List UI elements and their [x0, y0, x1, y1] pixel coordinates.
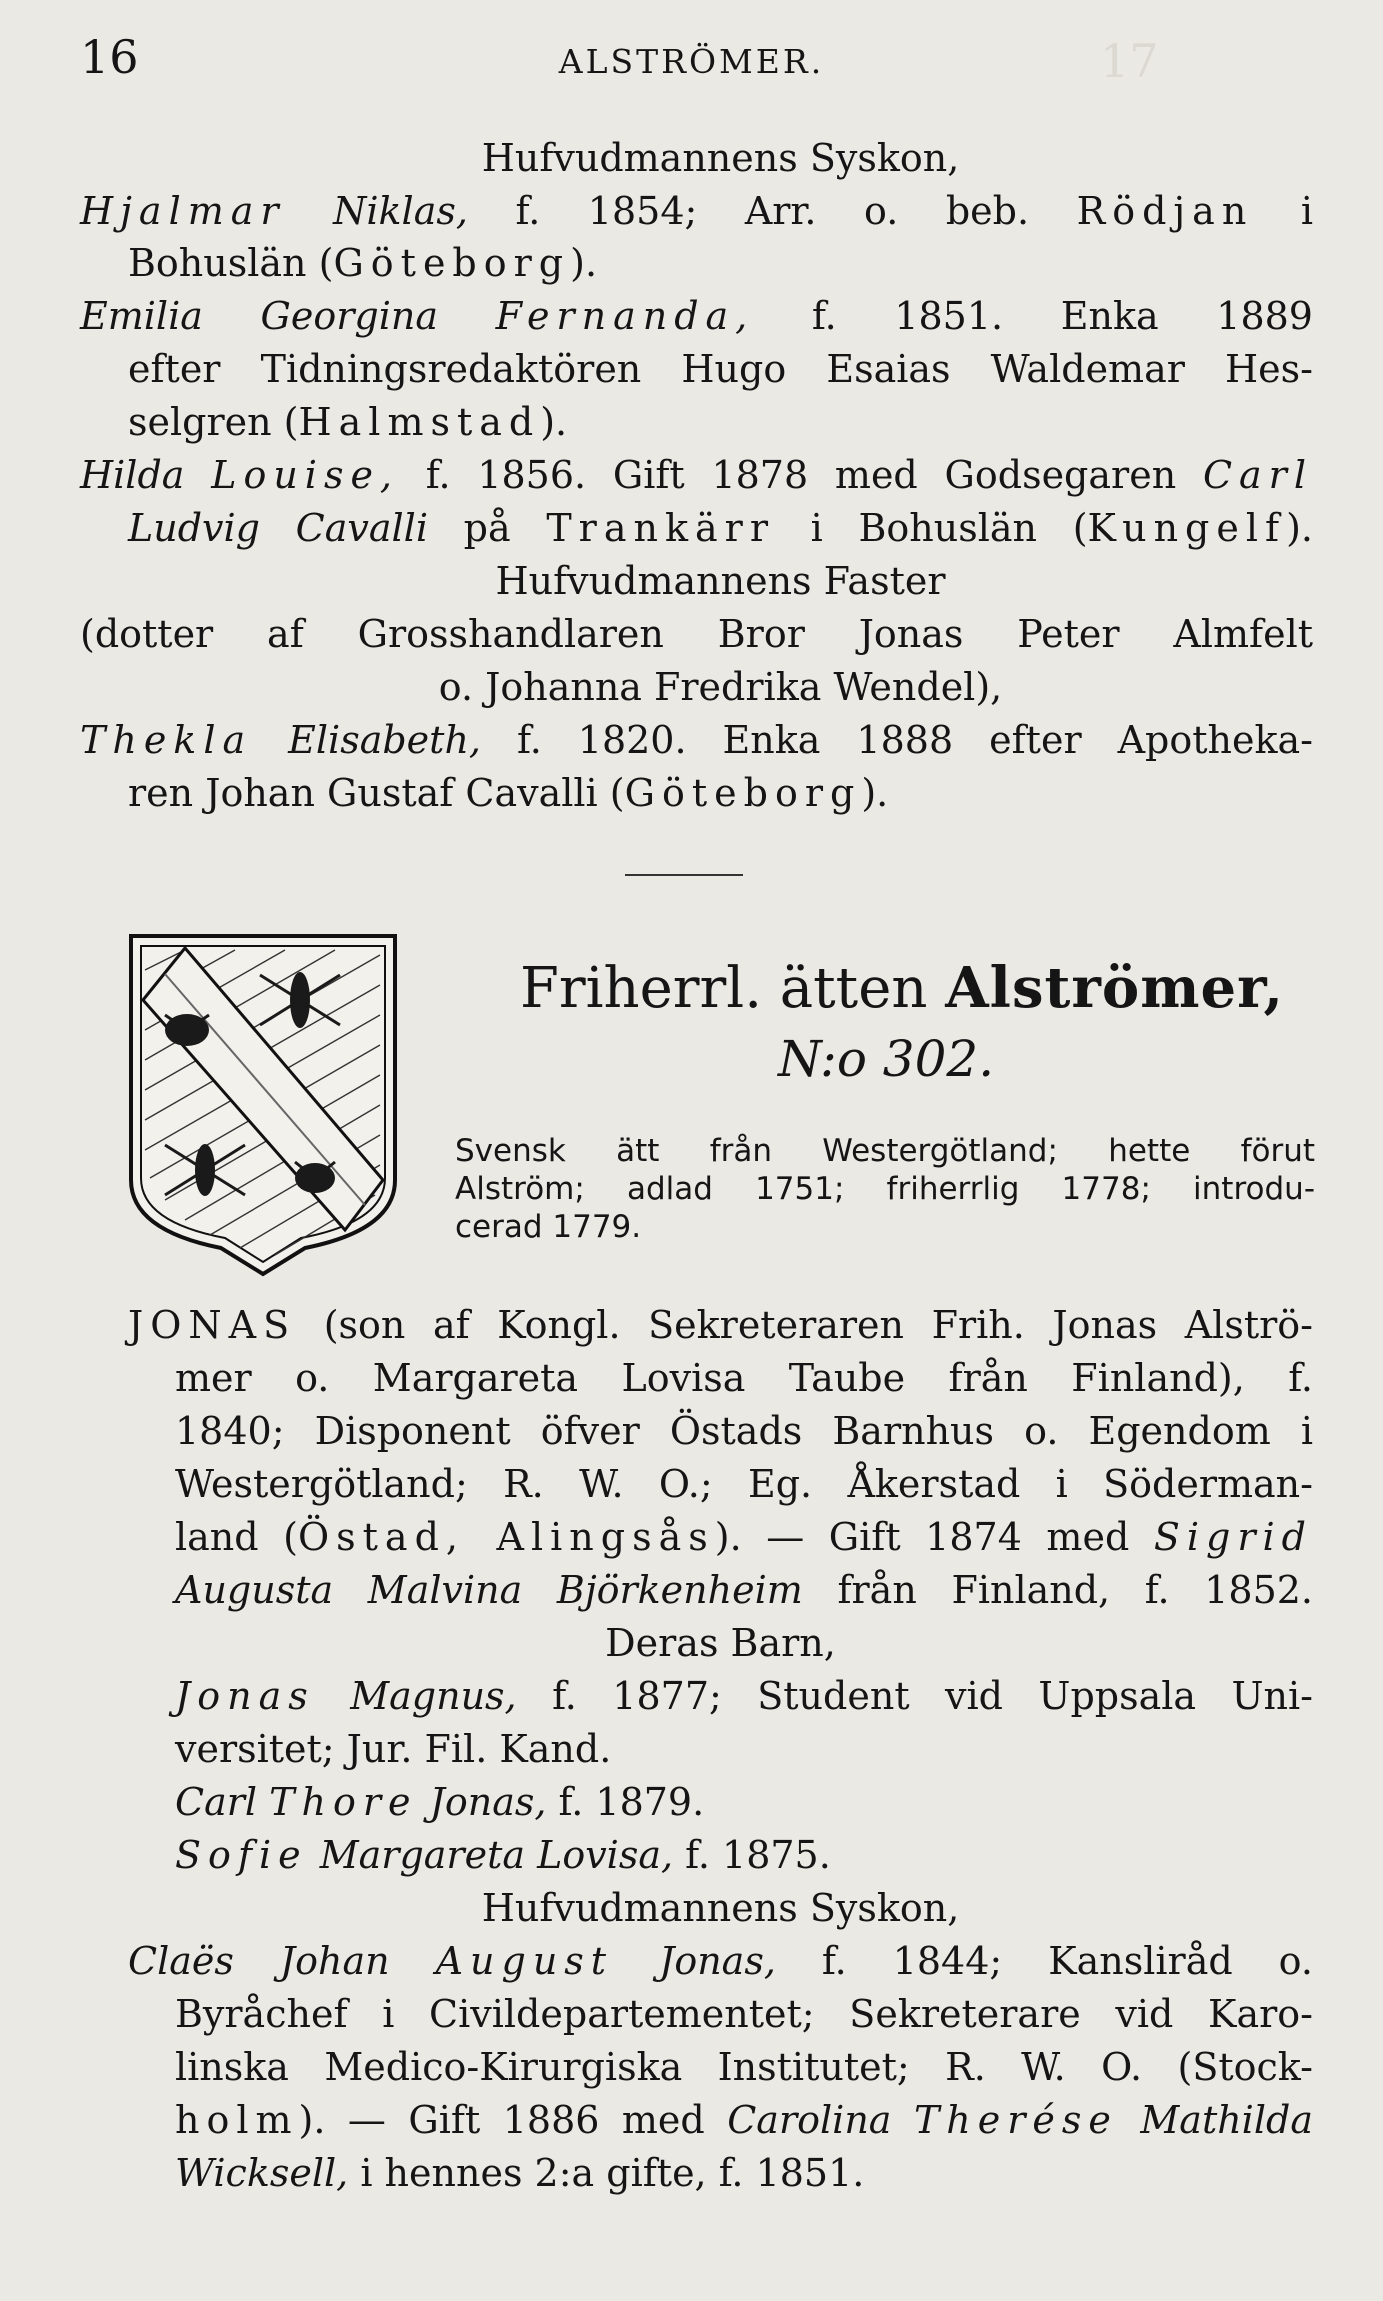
- entry-line: versitet; Jur. Fil. Kand.: [175, 1727, 612, 1771]
- heading-syskon: Hufvudmannens Syskon,: [481, 136, 960, 180]
- page-header: [0, 30, 1383, 90]
- entry-line: Bohuslän (Göteborg).: [128, 241, 598, 285]
- entry-line: land (Östad, Alingsås). — Gift 1874 med Sigrid: [175, 1515, 1313, 1559]
- entry-line: linska Medico-Kirurgiska Institutet; R. W. O. (Stock-: [175, 2045, 1313, 2089]
- entry-line: selgren (Halmstad).: [128, 400, 568, 444]
- entry-line: JONAS (son af Kongl. Sekreteraren Frih. Jonas Alströ-: [128, 1303, 1313, 1347]
- entry-line: holm). — Gift 1886 med Carolina Therése Mathilda: [175, 2098, 1313, 2142]
- entry-line: Wicksell, i hennes 2:a gifte, f. 1851.: [175, 2151, 865, 2195]
- entry-line: efter Tidningsredaktören Hugo Esaias Waldemar Hes-: [128, 347, 1313, 391]
- entry-line: o. Johanna Fredrika Wendel),: [438, 665, 1003, 709]
- section-divider: [625, 874, 743, 876]
- family-description: Alström; adlad 1751; friherrlig 1778; introdu-: [455, 1171, 1315, 1207]
- running-head: ALSTRÖMER.: [558, 42, 825, 81]
- page-number: 16: [80, 30, 139, 84]
- entry-line: Byråchef i Civildepartementet; Sekreterare vid Karo-: [175, 1992, 1313, 2036]
- heading-syskon: Hufvudmannens Syskon,: [481, 1886, 960, 1930]
- heading-barn: Deras Barn,: [605, 1621, 836, 1665]
- entry-line: Claës Johan August Jonas, f. 1844; Kansliråd o.: [128, 1939, 1313, 1983]
- family-number: N:o 302.: [778, 1030, 995, 1088]
- entry-line: Hjalmar Niklas, f. 1854; Arr. o. beb. Rödjan i: [80, 189, 1313, 233]
- entry-line: Thekla Elisabeth, f. 1820. Enka 1888 efter Apotheka-: [80, 718, 1313, 762]
- entry-line: Carl Thore Jonas, f. 1879.: [175, 1780, 705, 1824]
- heraldic-shield-icon: [125, 930, 401, 1278]
- entry-line: (dotter af Grosshandlaren Bror Jonas Peter Almfelt: [80, 612, 1313, 656]
- bleed-through-page-number: 17: [1100, 34, 1159, 88]
- family-title: Friherrl. ätten Alströmer,: [520, 955, 1284, 1021]
- entry-line: Hilda Louise, f. 1856. Gift 1878 med Godsegaren Carl: [80, 453, 1313, 497]
- entry-line: Augusta Malvina Björkenheim från Finland, f. 1852.: [175, 1568, 1313, 1612]
- entry-line: ren Johan Gustaf Cavalli (Göteborg).: [128, 771, 889, 815]
- entry-line: mer o. Margareta Lovisa Taube från Finland), f.: [175, 1356, 1313, 1400]
- entry-line: Jonas Magnus, f. 1877; Student vid Uppsala Uni-: [175, 1674, 1313, 1718]
- entry-line: Westergötland; R. W. O.; Eg. Åkerstad i Söderman-: [175, 1462, 1313, 1506]
- family-description: cerad 1779.: [455, 1209, 642, 1245]
- entry-line: Ludvig Cavalli på Trankärr i Bohuslän (Kungelf).: [128, 506, 1313, 550]
- entry-line: Emilia Georgina Fernanda, f. 1851. Enka 1889: [80, 294, 1313, 338]
- heading-faster: Hufvudmannens Faster: [495, 559, 946, 603]
- entry-line: Sofie Margareta Lovisa, f. 1875.: [175, 1833, 831, 1877]
- entry-line: 1840; Disponent öfver Östads Barnhus o. Egendom i: [175, 1409, 1313, 1453]
- family-description: Svensk ätt från Westergötland; hette förut: [455, 1133, 1315, 1169]
